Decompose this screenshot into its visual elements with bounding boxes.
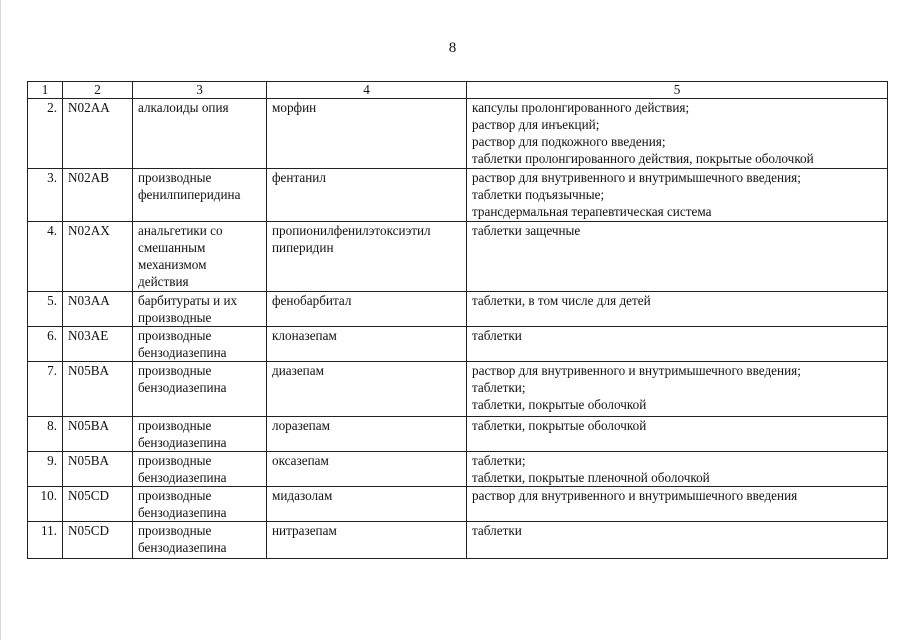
dosage-form-line: таблетки защечные	[472, 223, 581, 238]
header-cell: 2	[63, 82, 133, 99]
dosage-form-line: таблетки, в том числе для детей	[472, 293, 651, 308]
dosage-form-line: таблетки, покрытые оболочкой	[472, 418, 647, 433]
atc-code-cell	[63, 222, 133, 292]
group-line: алкалоиды опия	[138, 100, 229, 115]
table-row	[28, 362, 888, 417]
group-line: производные	[138, 523, 212, 538]
row-number-cell	[28, 417, 63, 452]
atc-code-cell	[63, 169, 133, 222]
group-cell	[133, 222, 267, 292]
group-line: смешанным	[138, 240, 206, 255]
row-number-cell	[28, 487, 63, 522]
atc-code: N03AA	[68, 293, 110, 308]
row-number-cell	[28, 292, 63, 327]
drug-name-line: фентанил	[272, 170, 326, 185]
group-line: барбитураты и их	[138, 293, 238, 308]
row-number-cell	[28, 452, 63, 487]
row-number: 3.	[47, 170, 57, 185]
table-row	[28, 487, 888, 522]
header-cell: 1	[28, 82, 63, 99]
dosage-forms-cell	[467, 452, 888, 487]
group-line: производные	[138, 363, 212, 378]
drug-name-line: оксазепам	[272, 453, 329, 468]
row-number-cell	[28, 362, 63, 417]
drug-name-line: мидазолам	[272, 488, 333, 503]
table-row	[28, 452, 888, 487]
row-number: 7.	[47, 363, 57, 378]
dosage-form-line: раствор для внутривенного и внутримышечного введения;	[472, 363, 801, 378]
row-number-cell	[28, 169, 63, 222]
atc-code: N03AE	[68, 328, 109, 343]
row-number: 10.	[40, 488, 57, 503]
drug-table	[27, 81, 888, 559]
atc-code-cell	[63, 99, 133, 169]
group-line: бензодиазепина	[138, 540, 227, 555]
atc-code-cell	[63, 417, 133, 452]
drug-name-line: морфин	[272, 100, 317, 115]
row-number-cell	[28, 222, 63, 292]
header-cell: 4	[267, 82, 467, 99]
atc-code: N05BA	[68, 363, 110, 378]
drug-name-cell	[267, 292, 467, 327]
dosage-form-line: трансдермальная терапевтическая система	[472, 204, 712, 219]
table-row	[28, 327, 888, 362]
atc-code-cell	[63, 292, 133, 327]
atc-code: N05BA	[68, 453, 110, 468]
dosage-forms-cell	[467, 362, 888, 417]
table-row	[28, 99, 888, 169]
atc-code-cell	[63, 327, 133, 362]
table-row	[28, 169, 888, 222]
dosage-forms-cell	[467, 487, 888, 522]
drug-name-line: лоразепам	[272, 418, 330, 433]
row-number: 4.	[47, 223, 57, 238]
dosage-form-line: раствор для внутривенного и внутримышечного введения;	[472, 170, 801, 185]
dosage-forms-cell	[467, 522, 888, 559]
row-number: 11.	[41, 523, 57, 538]
group-cell	[133, 327, 267, 362]
table-header-row	[28, 82, 888, 99]
group-cell	[133, 292, 267, 327]
atc-code: N02AA	[68, 100, 110, 115]
table-row	[28, 417, 888, 452]
dosage-forms-cell	[467, 169, 888, 222]
dosage-forms-cell	[467, 222, 888, 292]
group-line: производные	[138, 453, 212, 468]
group-line: бензодиазепина	[138, 505, 227, 520]
table-row	[28, 222, 888, 292]
drug-name-line: пропионилфенилэтоксиэтил	[272, 223, 431, 238]
drug-name-line: пиперидин	[272, 240, 334, 255]
drug-name-cell	[267, 487, 467, 522]
dosage-form-line: таблетки	[472, 328, 522, 343]
group-line: производные	[138, 418, 212, 433]
header-cell: 5	[467, 82, 888, 99]
dosage-forms-cell	[467, 292, 888, 327]
dosage-form-line: раствор для подкожного введения;	[472, 134, 666, 149]
drug-name-cell	[267, 327, 467, 362]
group-line: бензодиазепина	[138, 380, 227, 395]
atc-code-cell	[63, 362, 133, 417]
scan-edge	[0, 0, 1, 640]
drug-name-cell	[267, 99, 467, 169]
drug-name-cell	[267, 222, 467, 292]
dosage-form-line: таблетки	[472, 523, 522, 538]
group-line: механизмом	[138, 257, 207, 272]
group-line: производные	[138, 488, 212, 503]
group-line: производные	[138, 170, 212, 185]
dosage-form-line: таблетки пролонгированного действия, покрытые оболочкой	[472, 151, 814, 166]
group-cell	[133, 452, 267, 487]
drug-name-cell	[267, 522, 467, 559]
drug-name-cell	[267, 362, 467, 417]
dosage-form-line: капсулы пролонгированного действия;	[472, 100, 690, 115]
dosage-form-line: таблетки, покрытые пленочной оболочкой	[472, 470, 710, 485]
group-line: бензодиазепина	[138, 345, 227, 360]
group-cell	[133, 417, 267, 452]
group-cell	[133, 362, 267, 417]
atc-code: N02AB	[68, 170, 110, 185]
header-cell: 3	[133, 82, 267, 99]
dosage-form-line: таблетки, покрытые оболочкой	[472, 397, 647, 412]
dosage-forms-cell	[467, 417, 888, 452]
atc-code: N05CD	[68, 488, 110, 503]
group-line: фенилпиперидина	[138, 187, 241, 202]
dosage-form-line: раствор для внутривенного и внутримышечного введения	[472, 488, 798, 503]
atc-code: N02AX	[68, 223, 110, 238]
group-cell	[133, 99, 267, 169]
row-number-cell	[28, 99, 63, 169]
drug-name-cell	[267, 452, 467, 487]
dosage-forms-cell	[467, 327, 888, 362]
atc-code-cell	[63, 487, 133, 522]
row-number-cell	[28, 327, 63, 362]
dosage-form-line: таблетки;	[472, 453, 526, 468]
dosage-form-line: раствор для инъекций;	[472, 117, 600, 132]
page-number: 8	[448, 40, 457, 56]
drug-name-line: клоназепам	[272, 328, 337, 343]
group-line: производные	[138, 310, 212, 325]
table-row	[28, 292, 888, 327]
group-line: анальгетики со	[138, 223, 223, 238]
row-number: 8.	[47, 418, 57, 433]
group-line: действия	[138, 274, 189, 289]
atc-code-cell	[63, 452, 133, 487]
row-number: 2.	[47, 100, 57, 115]
row-number: 5.	[47, 293, 57, 308]
table-row	[28, 522, 888, 559]
row-number: 9.	[47, 453, 57, 468]
drug-name-line: нитразепам	[272, 523, 337, 538]
atc-code: N05BA	[68, 418, 110, 433]
group-cell	[133, 169, 267, 222]
drug-name-cell	[267, 169, 467, 222]
drug-name-line: фенобарбитал	[272, 293, 352, 308]
group-line: бензодиазепина	[138, 435, 227, 450]
dosage-forms-cell	[467, 99, 888, 169]
group-cell	[133, 522, 267, 559]
row-number: 6.	[47, 328, 57, 343]
group-line: производные	[138, 328, 212, 343]
group-cell	[133, 487, 267, 522]
atc-code-cell	[63, 522, 133, 559]
atc-code: N05CD	[68, 523, 110, 538]
dosage-form-line: таблетки;	[472, 380, 526, 395]
drug-name-cell	[267, 417, 467, 452]
row-number-cell	[28, 522, 63, 559]
group-line: бензодиазепина	[138, 470, 227, 485]
dosage-form-line: таблетки подъязычные;	[472, 187, 605, 202]
drug-name-line: диазепам	[272, 363, 324, 378]
